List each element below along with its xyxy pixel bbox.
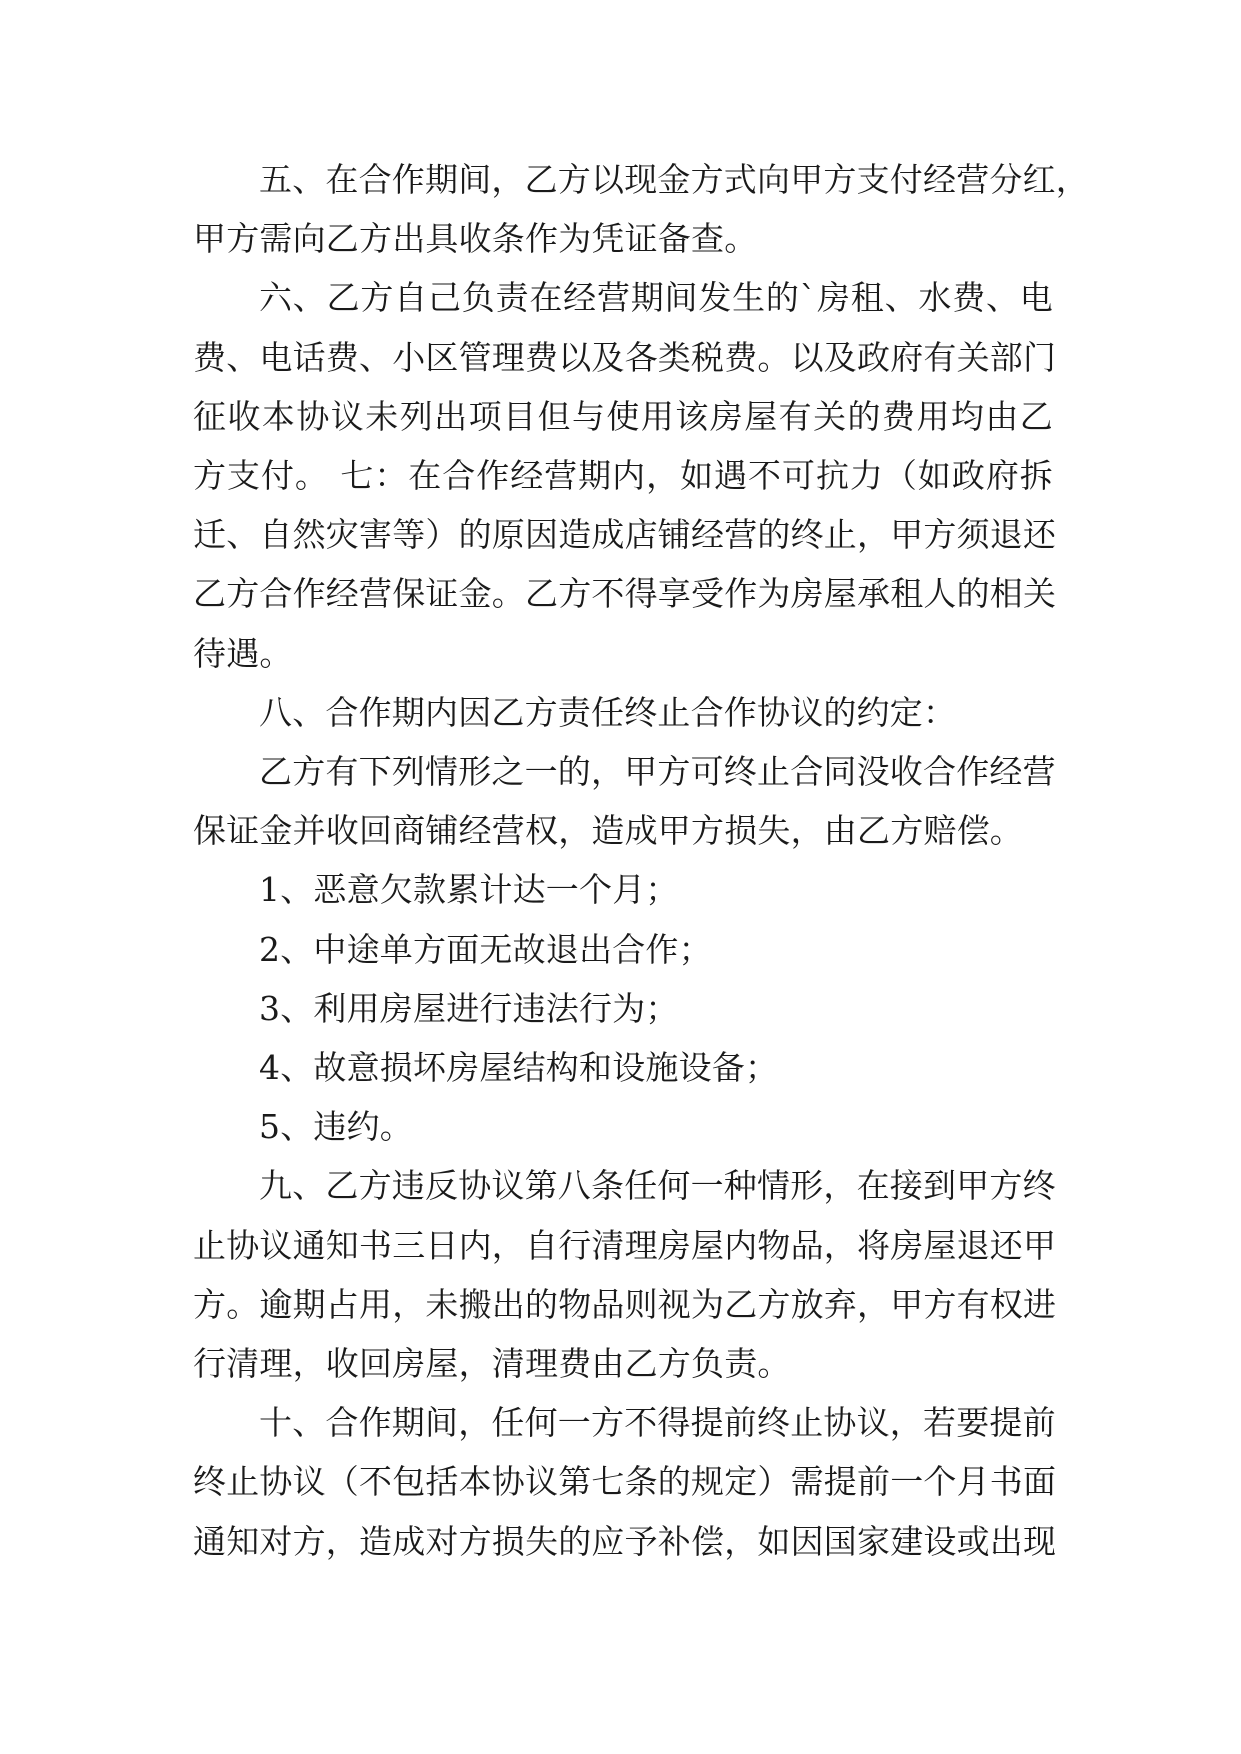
paragraph <box>193 150 1089 268</box>
paragraph-line: 保证金并收回商铺经营权，造成甲方损失，由乙方赔偿。 <box>193 811 1023 851</box>
paragraph <box>193 1038 1053 1097</box>
paragraph <box>193 1156 1057 1393</box>
paragraph <box>193 860 1053 919</box>
paragraph <box>193 1393 1057 1571</box>
paragraph-line: 十、合作期间，任何一方不得提前终止协议，若要提前 <box>259 1403 1056 1443</box>
paragraph-line: 八、合作期内因乙方责任终止合作协议的约定： <box>259 692 957 732</box>
paragraph-line: 乙方有下列情形之一的，甲方可终止合同没收合作经营 <box>259 752 1056 792</box>
paragraph <box>193 742 1056 860</box>
paragraph <box>193 979 1053 1038</box>
paragraph-line: 征收本协议未列出项目但与使用该房屋有关的费用均由乙 <box>193 396 1053 436</box>
paragraph-line: 通知对方，造成对方损失的应予补偿，如因国家建设或出现 <box>193 1521 1057 1561</box>
paragraph-line: 5、违约。 <box>259 1107 413 1147</box>
paragraph-line: 待遇。 <box>193 633 293 673</box>
paragraph-line: 2、中途单方面无故退出合作； <box>259 929 712 969</box>
paragraph-line: 4、故意损坏房屋结构和设施设备； <box>259 1048 779 1088</box>
paragraph-line: 五、在合作期间，乙方以现金方式向甲方支付经营分红， <box>259 160 1089 199</box>
paragraph-line: 方支付。 七：在合作经营期内，如遇不可抗力（如政府拆 <box>193 456 1053 496</box>
paragraph <box>193 1097 1053 1156</box>
paragraph-line: 终止协议（不包括本协议第七条的规定）需提前一个月书面 <box>193 1462 1057 1502</box>
paragraph-line: 迁、自然灾害等）的原因造成店铺经营的终止，甲方须退还 <box>193 515 1057 555</box>
paragraph-line: 甲方需向乙方出具收条作为凭证备查。 <box>193 219 758 259</box>
paragraph-line: 行清理，收回房屋，清理费由乙方负责。 <box>193 1344 791 1384</box>
paragraph-line: 费、电话费、小区管理费以及各类税费。以及政府有关部门 <box>193 337 1057 377</box>
paragraph <box>193 920 1053 979</box>
document-body <box>193 150 1089 1571</box>
paragraph-line: 九、乙方违反协议第八条任何一种情形，在接到甲方终 <box>259 1166 1056 1206</box>
paragraph-line: 乙方合作经营保证金。乙方不得享受作为房屋承租人的相关 <box>193 574 1057 614</box>
paragraph <box>193 268 1057 682</box>
paragraph-line: 3、利用房屋进行违法行为； <box>259 988 679 1028</box>
paragraph <box>193 683 1053 742</box>
paragraph-line: 方。逾期占用，未搬出的物品则视为乙方放弃，甲方有权进 <box>193 1284 1057 1324</box>
paragraph-line: 六、乙方自己负责在经营期间发生的`房租、水费、电 <box>259 278 1053 318</box>
paragraph-line: 止协议通知书三日内，自行清理房屋内物品，将房屋退还甲 <box>193 1225 1057 1265</box>
paragraph-line: 1、恶意欠款累计达一个月； <box>259 870 679 910</box>
